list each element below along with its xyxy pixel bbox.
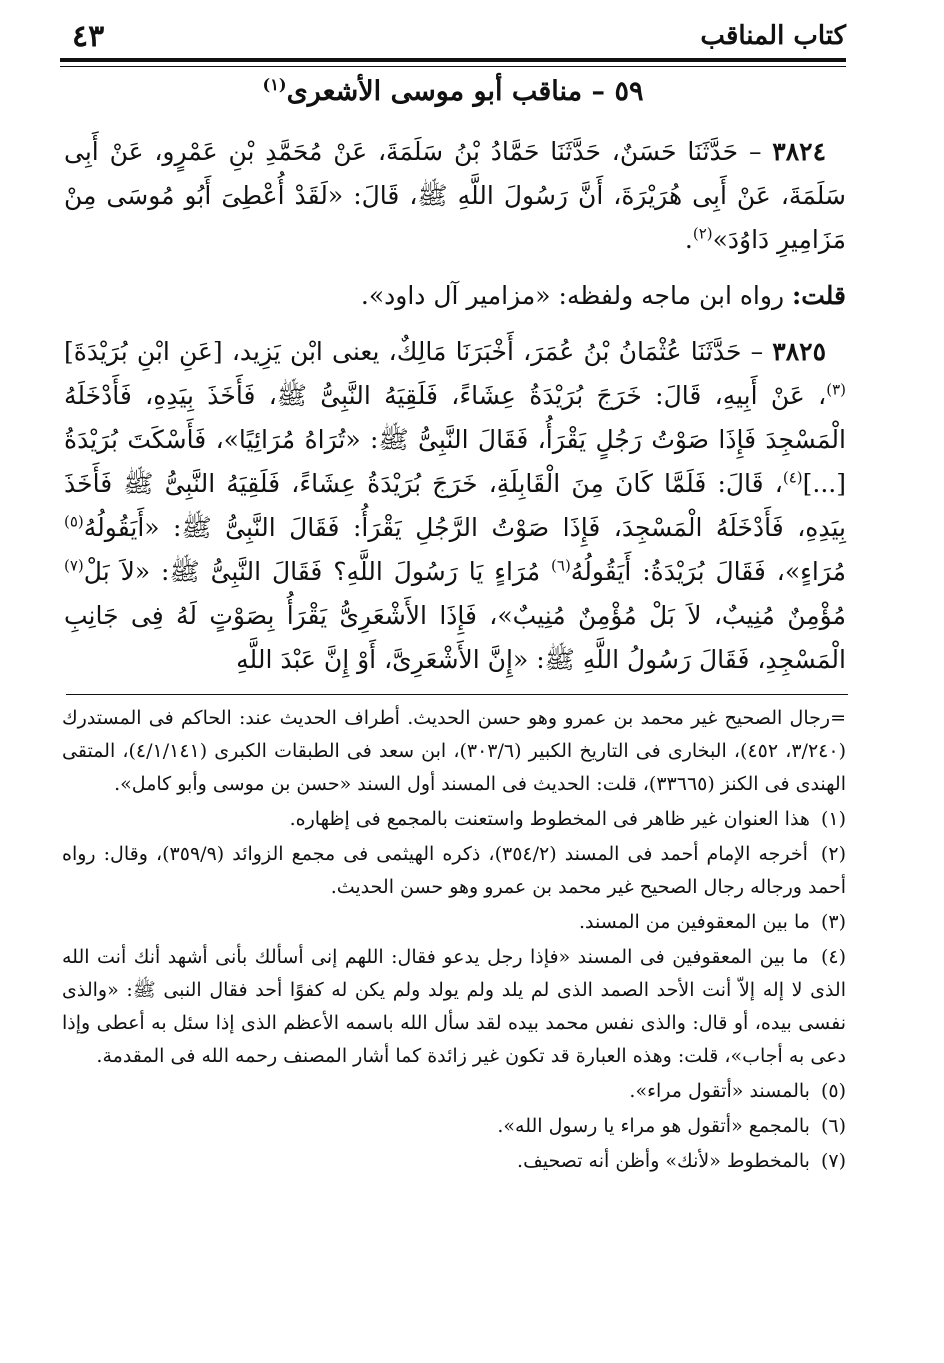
footnote-text: بالمخطوط «لأنك» وأظن أنه تصحيف.: [517, 1150, 810, 1172]
hadith-text: ، قَالَ: فَلَمَّا كَانَ مِنَ الْقَابِلَةِ، خَرَجَ بُرَيْدَةُ عِشَاءً، فَلَقِيَهُ النَّبِىُّ ﷺ فَأَخَذَ بِيَدِهِ، فَأَدْخَلَهُ الْمَسْجِدَ، فَإِذَا صَوْتُ الرَّجُلِ يَقْرَأُ: فَقَالَ النَّبِىُّ ﷺ: «أَيَقُولُهُ: [64, 469, 846, 542]
hadith-3825: [64, 330, 846, 682]
hadith-number: ٣٨٢٤: [772, 137, 826, 166]
qult-note: [64, 274, 846, 318]
qult-label: قلت:: [791, 281, 846, 310]
footnote-text: ما بين المعقوفين من المسند.: [579, 911, 810, 933]
qult-text: رواه ابن ماجه ولفظه: «مزامير آل داود».: [360, 281, 792, 310]
footnote-1: [62, 803, 846, 836]
hadith-text: ، عَنْ أَبِيهِ، قَالَ: خَرَجَ بُرَيْدَةُ عِشَاءً، فَلَقِيَهُ النَّبِىُّ ﷺ، فَأَخَذَ بِيَدِهِ، فَأَدْخَلَهُ الْمَسْجِدَ فَإِذَا صَوْتُ رَجُلٍ يَقْرَأُ، فَقَالَ النَّبِىُّ ﷺ: «تُرَاهُ مُرَائِيًا»، فَأَسْكَتَ بُرَيْدَةُ [...]: [64, 381, 846, 498]
footnote-4: [62, 941, 846, 1073]
footnote-number: (٤): [820, 946, 846, 968]
footnote-ref: (١): [262, 75, 287, 94]
footnote-text: بالمسند «أتقول مراء».: [629, 1080, 810, 1102]
hadith-number: ٣٨٢٥: [772, 337, 826, 366]
footnote-ref: (٥): [64, 512, 84, 531]
hadith-3824: [64, 130, 846, 262]
hadith-text-end: .: [684, 225, 693, 254]
footnote-2: [62, 838, 846, 904]
footnote-number: (٥): [820, 1080, 846, 1102]
footnote-divider: [66, 694, 848, 695]
hadith-text: – حَدَّثَنَا عُثْمَانُ بْنُ عُمَرَ، أَخْبَرَنَا مَالِكٌ، يعنى ابْن يَزِيد، [عَنِ ابْنِ بُرَيْدَةَ]: [64, 337, 773, 366]
page-header: [72, 14, 846, 58]
footnote-number: (٧): [820, 1150, 846, 1172]
footnote-text: أخرجه الإمام أحمد فى المسند (٣٥٤/٢)، ذكره الهيثمى فى مجمع الزوائد (٣٥٩/٩)، وقال: رواه أحمد ورجاله رجال الصحيح غير محمد بن عمرو وهو حسن الحديث.: [62, 843, 846, 898]
footnote-text: هذا العنوان غير ظاهر فى المخطوط واستعنت بالمجمع فى إظهاره.: [289, 808, 810, 830]
footnote-3: [62, 906, 846, 939]
footnote-ref: (٦): [551, 556, 571, 575]
footnotes: [62, 702, 846, 1180]
footnote-6: [62, 1110, 846, 1143]
chapter-title-text: ٥٩ – مناقب أبو موسى الأشعرى: [286, 76, 644, 107]
footnote-text: بالمجمع «أتقول هو مراء يا رسول الله».: [497, 1115, 810, 1137]
hadith-text: مُرَاءٍ»، فَقَالَ بُرَيْدَةُ: أَيَقُولُهُ: [570, 557, 847, 586]
footnote-continuation: =رجال الصحيح غير محمد بن عمرو وهو حسن الحديث. أطراف الحديث عند: الحاكم فى المستدرك (٣/٢٤٠، ٤٥٢)، البخارى فى التاريخ الكبير (٣٠٣/٦)، ابن سعد فى الطبقات الكبرى (٤/١/١٤١)، المتقى الهندى فى الكنز (٣٣٦٦٥)، قلت: الحديث فى المسند أول السند «حسن بن موسى وأبو كامل».: [62, 707, 846, 795]
footnote-text: ما بين المعقوفين فى المسند «فإذا رجل يدعو فقال: اللهم إنى أسألك بأنى أشهد أنك أنت الله الذى لا إله إلاّ أنت الأحد الصمد الذى لم يلد ولم يولد ولم يكن له كفوًا أحد فقال النبى ﷺ: «والذى نفسى بيده، أو قال: والذى نفس محمد بيده لقد سأل الله باسمه الأعظم الذى إذا سئل به أعطى وإذا دعى به أجاب»، قلت: وهذه العبارة قد تكون غير زائدة كما أشار المصنف رحمه الله فى المقدمة.: [62, 946, 846, 1067]
footnote-ref: (٢): [692, 224, 713, 243]
footnote-ref: (٤): [782, 468, 803, 487]
footnote-5: [62, 1075, 846, 1108]
footnote-ref: (٣): [826, 380, 846, 399]
footnote-number: (٢): [820, 843, 846, 865]
page-number: ٤٣: [72, 18, 105, 54]
main-text: [64, 130, 846, 694]
header-rule-thick: [60, 58, 846, 62]
running-title: كتاب المناقب: [700, 21, 846, 51]
footnote-number: (٦): [820, 1115, 846, 1137]
footnote-7: [62, 1145, 846, 1178]
hadith-text: مُرَاءٍ يَا رَسُولَ اللَّهِ؟ فَقَالَ النَّبِىُّ ﷺ: «لاَ بَلْ: [83, 557, 552, 586]
hadith-text: – حَدَّثَنَا حَسَنٌ، حَدَّثَنَا حَمَّادُ بْنُ سَلَمَةَ، عَنْ مُحَمَّدِ بْنِ عَمْرٍو، عَنْ أَبِى سَلَمَةَ، عَنْ أَبِى هُرَيْرَةَ، أَنَّ رَسُولَ اللَّهِ ﷺ، قَالَ: «لَقَدْ أُعْطِىَ أَبُو مُوسَى مِنْ مَزَامِيرِ دَاوُدَ»: [64, 137, 846, 254]
header-rule-thin: [60, 66, 846, 67]
footnote-number: (١): [820, 808, 846, 830]
chapter-title: [60, 72, 846, 112]
footnote-ref: (٧): [64, 556, 84, 575]
footnote-number: (٣): [820, 911, 846, 933]
hadith-text: مُؤْمِنٌ مُنِيبٌ، لاَ بَلْ مُؤْمِنٌ مُنِيبٌ»، فَإِذَا الأَشْعَرِىُّ يَقْرَأُ بِصَوْتٍ لَهُ فِى جَانِبِ الْمَسْجِدِ، فَقَالَ رَسُولُ اللَّهِ ﷺ: «إِنَّ الأَشْعَرِىَّ، أَوْ إِنَّ عَبْدَ اللَّهِ: [64, 601, 846, 674]
